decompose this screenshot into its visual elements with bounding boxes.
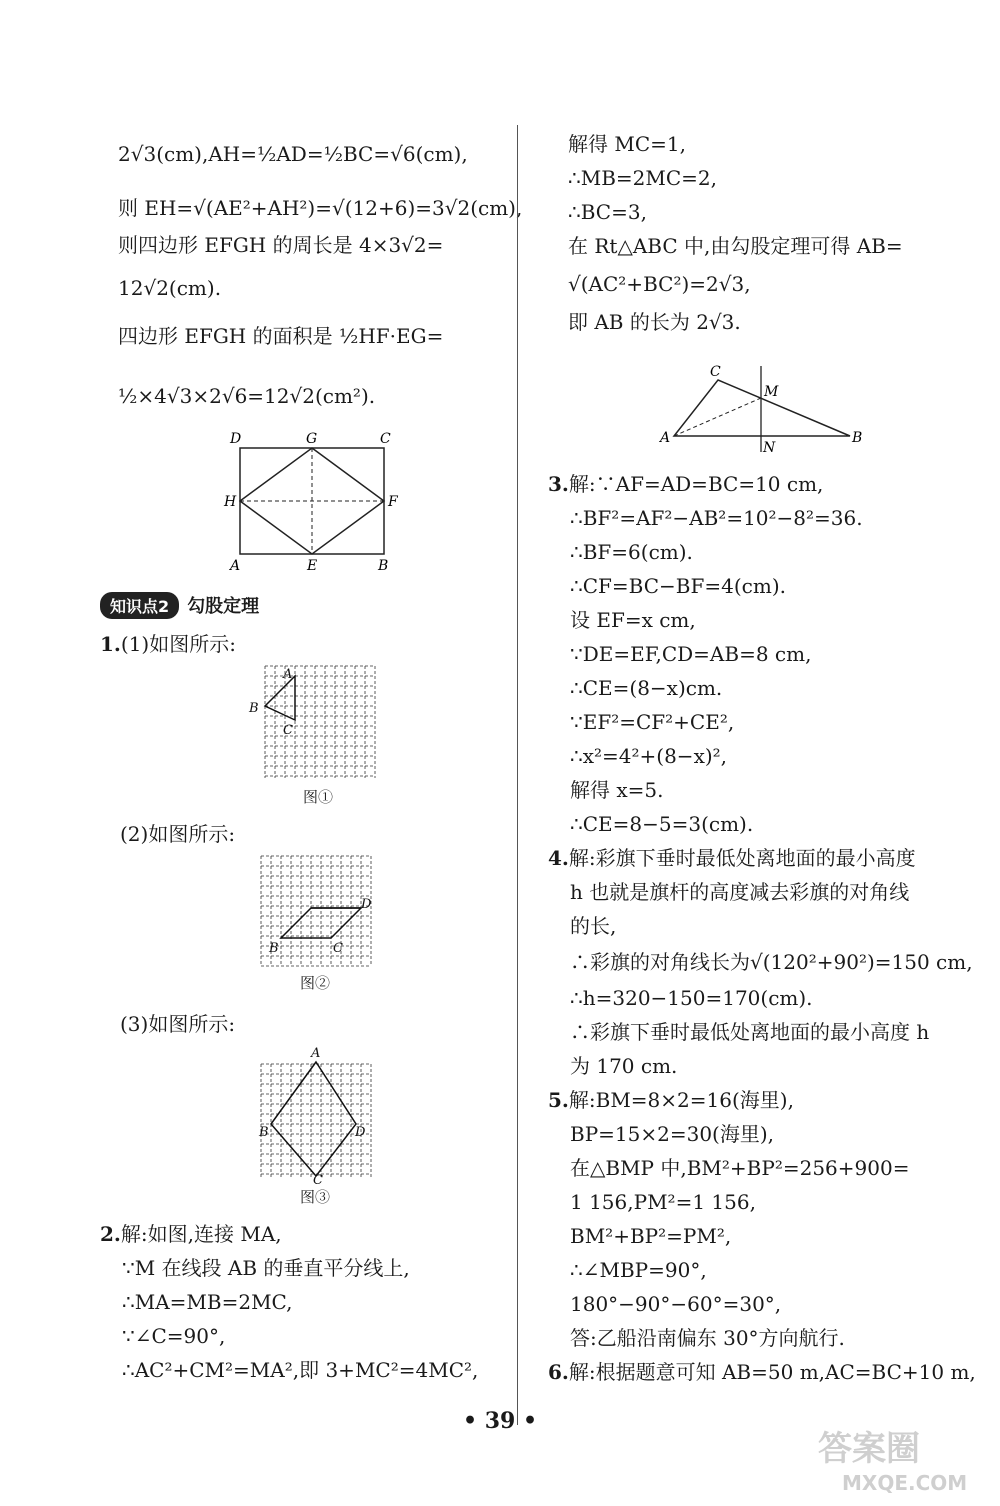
watermark-logo <box>812 1420 982 1500</box>
fig2-label-B: B <box>269 941 279 956</box>
right-line-2: ∴MB=2MC=2, <box>568 166 718 190</box>
figure-2-caption: 图② <box>300 974 331 992</box>
left-line-1: 2√3(cm),AH=½AD=½BC=√6(cm), <box>118 142 468 166</box>
q5-number: 5. <box>548 1088 569 1112</box>
left-line-3: 则四边形 EFGH 的周长是 4×3√2= <box>118 233 444 257</box>
fig3-label-A: A <box>311 1046 321 1061</box>
fig1-label-B: B <box>249 701 259 716</box>
figure-3-caption: 图③ <box>300 1188 331 1206</box>
right-line-4: 在 Rt△ABC 中,由勾股定理可得 AB= <box>568 234 903 258</box>
q5-line-1 <box>548 1088 794 1112</box>
q1-part1: (1)如图所示: <box>120 632 236 656</box>
q5-line-6: ∴∠MBP=90°, <box>570 1258 707 1282</box>
grid-figure-3 <box>255 1044 380 1188</box>
q4-line-3: 的长, <box>570 914 617 938</box>
q4-line-5: ∴h=320−150=170(cm). <box>570 986 813 1010</box>
q3-number: 3. <box>548 472 569 496</box>
q1-line <box>100 632 236 656</box>
grid-figure-1 <box>249 662 380 787</box>
q3-line-6: ∵DE=EF,CD=AB=8 cm, <box>570 642 812 666</box>
fig3-label-B: B <box>259 1125 269 1140</box>
q6-line-1 <box>548 1360 976 1384</box>
right-line-3: ∴BC=3, <box>568 200 647 224</box>
q3-line-7: ∴CE=(8−x)cm. <box>570 676 723 700</box>
q4-line-4: ∴彩旗的对角线长为√(120²+90²)=150 cm, <box>570 950 973 974</box>
q3-line-11: ∴CE=8−5=3(cm). <box>570 812 754 836</box>
q4-line-6: ∴彩旗下垂时最低处离地面的最小高度 h <box>570 1020 930 1044</box>
q6-text-1: 解:根据题意可知 AB=50 m,AC=BC+10 m, <box>568 1360 976 1384</box>
q3-line-1 <box>548 472 823 496</box>
q3-line-9: ∴x²=4²+(8−x)², <box>570 744 728 768</box>
q4-line-1 <box>548 846 916 870</box>
left-line-2: 则 EH=√(AE²+AH²)=√(12+6)=3√2(cm), <box>118 196 523 220</box>
q3-text-1: 解:∵AF=AD=BC=10 cm, <box>568 472 824 496</box>
q3-line-8: ∵EF²=CF²+CE², <box>570 710 735 734</box>
grid-figure-2 <box>255 852 380 972</box>
q2-line-4: ∵∠C=90°, <box>122 1324 226 1348</box>
triangle-figure <box>652 366 872 458</box>
q5-line-2: BP=15×2=30(海里), <box>570 1122 775 1146</box>
q4-number: 4. <box>548 846 569 870</box>
q4-text-1: 解:彩旗下垂时最低处离地面的最小高度 <box>568 846 916 870</box>
q5-text-1: 解:BM=8×2=16(海里), <box>568 1088 794 1112</box>
left-line-4: 12√2(cm). <box>118 276 222 300</box>
q5-line-3: 在△BMP 中,BM²+BP²=256+900= <box>570 1156 910 1180</box>
column-divider <box>517 125 518 1425</box>
rect-label-D: D <box>230 431 242 447</box>
fig1-label-C: C <box>283 723 293 738</box>
q1-part3: (3)如图所示: <box>120 1012 236 1036</box>
q2-number: 2. <box>100 1222 121 1246</box>
q3-line-2: ∴BF²=AF²−AB²=10²−8²=36. <box>570 506 863 530</box>
section-banner <box>100 592 259 618</box>
q2-line-2: ∵M 在线段 AB 的垂直平分线上, <box>122 1256 410 1280</box>
right-line-1: 解得 MC=1, <box>568 132 686 156</box>
rect-label-E: E <box>307 558 318 574</box>
q2-line-5: ∴AC²+CM²=MA²,即 3+MC²=4MC², <box>122 1358 479 1382</box>
fig3-label-C: C <box>313 1173 323 1188</box>
rect-label-G: G <box>306 431 318 447</box>
page-number: • 39 • <box>462 1408 538 1434</box>
fig3-label-D: D <box>355 1125 366 1140</box>
q4-line-7: 为 170 cm. <box>570 1054 678 1078</box>
q3-line-4: ∴CF=BC−BF=4(cm). <box>570 574 786 598</box>
q1-number: 1. <box>100 632 121 656</box>
section-badge: 知识点2 <box>100 592 179 619</box>
section-title: 勾股定理 <box>187 596 260 617</box>
q5-line-5: BM²+BP²=PM², <box>570 1224 732 1248</box>
q3-line-10: 解得 x=5. <box>570 778 664 802</box>
fig2-label-D: D <box>361 897 372 912</box>
tri-label-B: B <box>852 430 863 446</box>
q1-part2: (2)如图所示: <box>120 822 236 846</box>
watermark-text-2: MXQE.COM <box>842 1471 968 1495</box>
fig2-label-C: C <box>333 941 343 956</box>
rect-label-H: H <box>224 494 237 510</box>
rect-label-B: B <box>378 558 389 574</box>
q2-text-1: 解:如图,连接 MA, <box>120 1222 282 1246</box>
q5-line-8: 答:乙船沿南偏东 30°方向航行. <box>570 1326 845 1350</box>
right-line-5: √(AC²+BC²)=2√3, <box>568 272 751 296</box>
tri-label-M: M <box>764 384 779 400</box>
fig1-label-A: A <box>283 667 293 682</box>
q6-number: 6. <box>548 1360 569 1384</box>
q5-line-7: 180°−90°−60°=30°, <box>570 1292 782 1316</box>
left-line-6: ½×4√3×2√6=12√2(cm²). <box>118 384 376 408</box>
watermark-text-1: 答案圈 <box>818 1429 920 1469</box>
q5-line-4: 1 156,PM²=1 156, <box>570 1190 756 1214</box>
q3-line-5: 设 EF=x cm, <box>570 608 696 632</box>
left-line-5: 四边形 EFGH 的面积是 ½HF·EG= <box>118 324 444 348</box>
figure-1-caption: 图① <box>303 788 334 806</box>
q3-line-3: ∴BF=6(cm). <box>570 540 693 564</box>
rect-label-F: F <box>388 494 398 510</box>
q2-line-3: ∴MA=MB=2MC, <box>122 1290 293 1314</box>
q4-line-2: h 也就是旗杆的高度减去彩旗的对角线 <box>570 880 910 904</box>
right-line-6: 即 AB 的长为 2√3. <box>568 310 741 334</box>
rect-label-C: C <box>380 431 391 447</box>
tri-label-C: C <box>710 364 721 380</box>
rectangle-rhombus-figure <box>222 428 402 576</box>
rect-label-A: A <box>230 558 241 574</box>
tri-label-N: N <box>763 440 776 456</box>
q2-line-1 <box>100 1222 282 1246</box>
tri-label-A: A <box>660 430 671 446</box>
